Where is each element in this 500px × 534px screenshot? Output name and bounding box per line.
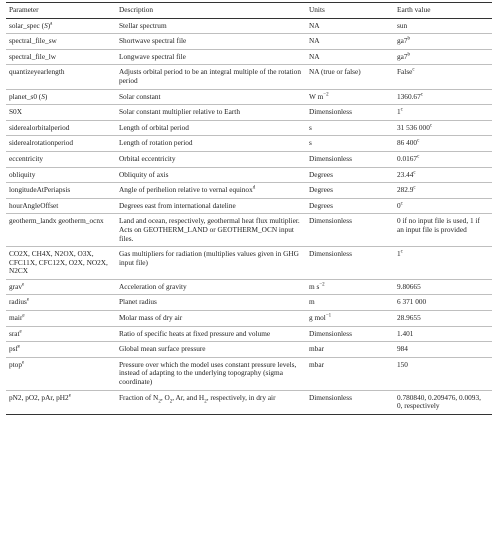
header-earth-value: Earth value [394, 3, 492, 19]
earth-value-cell [394, 279, 492, 295]
cell-text: Dimensionless [309, 328, 352, 338]
cell-text: 0.0167 [397, 153, 418, 163]
description-cell [116, 279, 306, 295]
units-cell [306, 279, 394, 295]
parameter-cell [6, 198, 116, 214]
cell-text: Adjusts orbital period to be an integral multiple of the rotation period [119, 67, 301, 85]
description-cell [116, 89, 306, 105]
description-cell [116, 105, 306, 121]
superscript: c [413, 185, 416, 191]
table-row [6, 151, 492, 167]
superscript: a [50, 21, 53, 27]
cell-text: 0 [397, 200, 401, 210]
parameter-cell [6, 295, 116, 311]
parameter-cell [6, 34, 116, 50]
cell-text: 0.780840, 0.209476, 0.0093, 0, respectively [397, 392, 481, 411]
superscript: e [21, 360, 25, 366]
table-row [6, 34, 492, 50]
cell-text: 282.9 [397, 185, 414, 195]
cell-text: ) [44, 91, 48, 101]
table-row [6, 357, 492, 390]
cell-text: 150 [397, 359, 408, 369]
table-row [6, 326, 492, 342]
subscript: 2 [204, 399, 207, 405]
superscript: c [412, 67, 415, 73]
cell-text: 1360.67 [397, 91, 421, 101]
parameter-cell [6, 247, 116, 280]
table-row [6, 136, 492, 152]
table-row [6, 105, 492, 121]
superscript: c [417, 154, 420, 160]
parameter-cell [6, 18, 116, 34]
superscript: e [19, 329, 22, 335]
header-row [6, 3, 492, 19]
cell-text: ga7 [397, 36, 408, 46]
parameter-cell [6, 342, 116, 358]
cell-text: siderealrotationperiod [9, 138, 74, 148]
cell-text: S0X [9, 107, 22, 117]
cell-text: g mol [309, 313, 326, 323]
description-cell [116, 167, 306, 183]
earth-value-cell [394, 49, 492, 65]
subscript: 2 [169, 399, 173, 405]
table-row [6, 214, 492, 247]
description-cell [116, 34, 306, 50]
earth-value-cell [394, 214, 492, 247]
cell-text: Solar constant [119, 91, 161, 101]
cell-text: radius [9, 297, 27, 307]
cell-text: grav [9, 281, 22, 291]
earth-value-cell [394, 390, 492, 414]
superscript: e [21, 282, 25, 288]
description-cell [116, 49, 306, 65]
cell-text: s [309, 138, 312, 148]
cell-text: Pressure over which the model uses constant pressure levels, instead of adapting to the underlying topography (sigma coordinate) [119, 359, 297, 387]
cell-text: False [397, 67, 413, 77]
description-cell [116, 183, 306, 199]
cell-text: geotherm_landx geotherm_ocnx [9, 216, 104, 226]
cell-text: Gas multipliers for radiation (multiplies values given in GHG input file) [119, 249, 299, 267]
cell-text: Global mean surface pressure [119, 344, 206, 354]
earth-value-cell [394, 198, 492, 214]
description-cell [116, 311, 306, 327]
parameter-cell [6, 89, 116, 105]
cell-text: m [309, 297, 315, 307]
cell-text: , Ar, and H [172, 392, 205, 402]
superscript: c [420, 92, 423, 98]
cell-text: quantizeyearlength [9, 67, 65, 77]
table-row [6, 295, 492, 311]
superscript: d [252, 185, 256, 191]
description-cell [116, 65, 306, 89]
superscript: b [407, 36, 411, 42]
cell-text: , O [160, 392, 170, 402]
parameter-cell [6, 311, 116, 327]
cell-text: NA [309, 20, 320, 30]
superscript: e [68, 393, 71, 399]
units-cell [306, 34, 394, 50]
table-row [6, 120, 492, 136]
table-row [6, 311, 492, 327]
parameter-cell [6, 167, 116, 183]
parameter-cell [6, 326, 116, 342]
cell-text: S [41, 91, 45, 101]
earth-value-cell [394, 120, 492, 136]
cell-text: sun [397, 20, 408, 30]
units-cell [306, 18, 394, 34]
earth-value-cell [394, 357, 492, 390]
earth-value-cell [394, 247, 492, 280]
units-cell [306, 120, 394, 136]
description-cell [116, 198, 306, 214]
cell-text: 9.80665 [397, 281, 421, 291]
cell-text: NA [309, 51, 320, 61]
cell-text: W m [309, 91, 324, 101]
cell-text: Obliquity of axis [119, 169, 169, 179]
table-row [6, 49, 492, 65]
description-cell [116, 390, 306, 414]
superscript: c [400, 249, 403, 255]
header-parameter: Parameter [6, 3, 116, 19]
units-cell [306, 136, 394, 152]
earth-value-cell [394, 136, 492, 152]
units-cell [306, 151, 394, 167]
table-row [6, 18, 492, 34]
cell-text: 28.9655 [397, 313, 421, 323]
units-cell [306, 198, 394, 214]
superscript: e [26, 298, 30, 304]
header-units: Units [306, 3, 394, 19]
cell-text: Ratio of specific heats at fixed pressure and volume [119, 328, 271, 338]
cell-text: Length of orbital period [119, 122, 189, 132]
parameter-cell [6, 214, 116, 247]
cell-text: 6 371 000 [397, 297, 427, 307]
cell-text: Orbital eccentricity [119, 153, 176, 163]
cell-text: 1 [397, 107, 401, 117]
cell-text: Fraction of N [119, 392, 159, 402]
earth-value-cell [394, 342, 492, 358]
description-cell [116, 295, 306, 311]
earth-value-cell [394, 295, 492, 311]
units-cell [306, 65, 394, 89]
earth-value-cell [394, 65, 492, 89]
parameter-cell [6, 65, 116, 89]
cell-text: spectral_file_sw [9, 36, 57, 46]
cell-text: Degrees east from international dateline [119, 200, 236, 210]
table-row [6, 198, 492, 214]
units-cell [306, 357, 394, 390]
cell-text: Acceleration of gravity [119, 281, 187, 291]
units-cell [306, 295, 394, 311]
superscript: −2 [323, 92, 329, 98]
parameter-cell [6, 136, 116, 152]
parameter-cell [6, 279, 116, 295]
earth-value-cell [394, 167, 492, 183]
cell-text: Length of rotation period [119, 138, 193, 148]
superscript: −1 [325, 313, 332, 319]
cell-text: 0 if no input file is used, 1 if an input file is provided [397, 216, 480, 234]
units-cell [306, 49, 394, 65]
cell-text: Degrees [309, 200, 333, 210]
cell-text: Dimensionless [309, 249, 352, 259]
description-cell [116, 357, 306, 390]
cell-text: CO2X, CH4X, N2OX, O3X, CFC11X, CFC12X, O2X, NO2X, N2CX [9, 249, 108, 276]
table-row [6, 342, 492, 358]
parameter-cell [6, 357, 116, 390]
cell-text: eccentricity [9, 153, 44, 163]
parameter-cell [6, 120, 116, 136]
earth-value-cell [394, 18, 492, 34]
units-cell [306, 105, 394, 121]
table-row [6, 247, 492, 280]
superscript: c [417, 138, 420, 144]
table-row [6, 390, 492, 414]
cell-text: m s [309, 281, 320, 291]
description-cell [116, 247, 306, 280]
superscript: b [407, 52, 411, 58]
earth-value-cell [394, 311, 492, 327]
cell-text: 23.44 [397, 169, 414, 179]
parameter-cell [6, 49, 116, 65]
cell-text: 31 536 000 [397, 122, 430, 132]
units-cell [306, 167, 394, 183]
cell-text: 1 [397, 249, 401, 259]
description-cell [116, 136, 306, 152]
cell-text: 1.401 [397, 328, 414, 338]
cell-text: spectral_file_lw [9, 51, 57, 61]
table-row [6, 167, 492, 183]
cell-text: Dimensionless [309, 153, 352, 163]
superscript: e [17, 344, 21, 350]
cell-text: siderealorbitalperiod [9, 122, 70, 132]
cell-text: Land and ocean, respectively, geothermal heat flux multiplier. Acts on GEOTHERM_LAND or GEOTHERM_OCN input files. [119, 216, 300, 243]
units-cell [306, 247, 394, 280]
cell-text: , respectively, in dry air [206, 392, 276, 402]
cell-text: solar_spec ( [9, 20, 45, 30]
parameter-table [6, 2, 492, 415]
parameter-cell [6, 105, 116, 121]
cell-text: longitudeAtPeriapsis [9, 185, 71, 195]
units-cell [306, 89, 394, 105]
superscript: c [400, 107, 403, 113]
earth-value-cell [394, 151, 492, 167]
cell-text: Shortwave spectral file [119, 36, 187, 46]
header-description: Description [116, 3, 306, 19]
cell-text: srat [9, 328, 20, 338]
superscript: e [22, 313, 25, 319]
earth-value-cell [394, 89, 492, 105]
cell-text: pN2, pO2, pAr, pH2 [9, 392, 69, 402]
description-cell [116, 18, 306, 34]
units-cell [306, 183, 394, 199]
units-cell [306, 214, 394, 247]
cell-text: hourAngleOffset [9, 200, 59, 210]
cell-text: mbar [309, 359, 324, 369]
table-row [6, 279, 492, 295]
cell-text: obliquity [9, 169, 36, 179]
superscript: −2 [319, 282, 325, 288]
superscript: c [413, 170, 416, 176]
description-cell [116, 326, 306, 342]
cell-text: Longwave spectral file [119, 51, 186, 61]
cell-text: planet_s0 ( [9, 91, 42, 101]
cell-text: ga7 [397, 51, 408, 61]
cell-text: Degrees [309, 169, 333, 179]
table-row [6, 65, 492, 89]
earth-value-cell [394, 326, 492, 342]
earth-value-cell [394, 183, 492, 199]
cell-text: mair [9, 313, 23, 323]
parameter-cell [6, 183, 116, 199]
units-cell [306, 326, 394, 342]
parameter-cell [6, 390, 116, 414]
cell-text: Angle of perihelion relative to vernal equinox [119, 185, 253, 195]
units-cell [306, 342, 394, 358]
cell-text: Solar constant multiplier relative to Earth [119, 107, 240, 117]
cell-text: ) [47, 20, 51, 30]
cell-text: Dimensionless [309, 392, 352, 402]
units-cell [306, 390, 394, 414]
description-cell [116, 342, 306, 358]
superscript: c [400, 201, 403, 207]
description-cell [116, 214, 306, 247]
earth-value-cell [394, 34, 492, 50]
cell-text: psf [9, 344, 18, 354]
table-header [6, 3, 492, 19]
description-cell [116, 151, 306, 167]
table-row [6, 89, 492, 105]
cell-text: Stellar spectrum [119, 20, 167, 30]
cell-text: S [44, 20, 48, 30]
cell-text: NA (true or false) [309, 67, 361, 77]
cell-text: mbar [309, 344, 324, 354]
table-row [6, 183, 492, 199]
cell-text: s [309, 122, 312, 132]
parameter-cell [6, 151, 116, 167]
cell-text: Molar mass of dry air [119, 313, 183, 323]
cell-text: Dimensionless [309, 107, 352, 117]
cell-text: NA [309, 36, 320, 46]
earth-value-cell [394, 105, 492, 121]
superscript: c [429, 123, 433, 129]
description-cell [116, 120, 306, 136]
cell-text: Planet radius [119, 297, 157, 307]
subscript: 2 [158, 399, 161, 405]
units-cell [306, 311, 394, 327]
cell-text: 984 [397, 344, 408, 354]
cell-text: Dimensionless [309, 216, 352, 226]
cell-text: ptop [9, 359, 22, 369]
cell-text: 86 400 [397, 138, 418, 148]
table-body [6, 18, 492, 414]
cell-text: Degrees [309, 185, 333, 195]
